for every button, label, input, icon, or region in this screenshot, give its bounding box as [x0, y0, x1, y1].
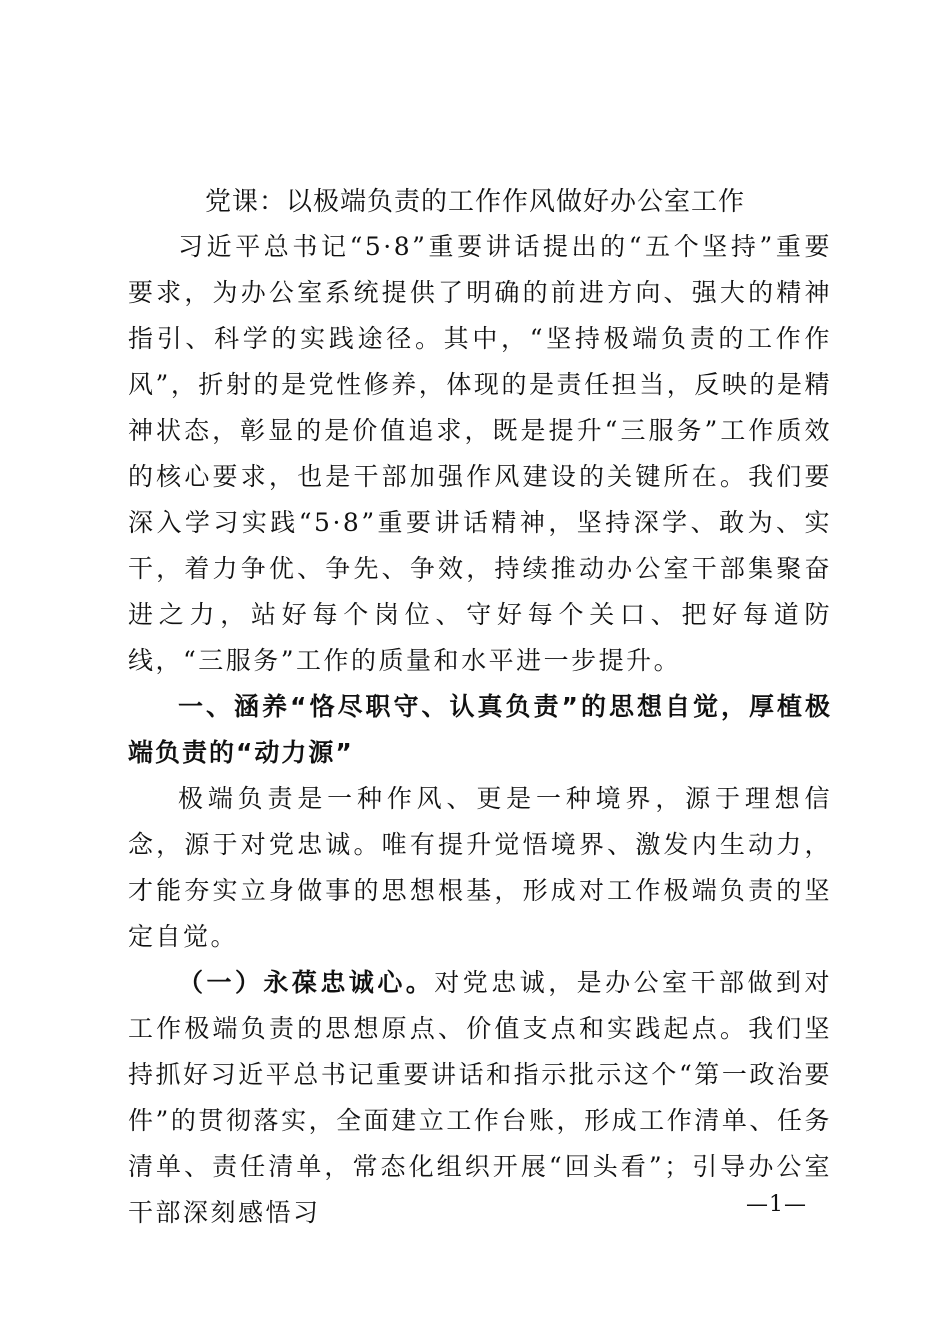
document-title: 党课：以极端负责的工作作风做好办公室工作 — [204, 187, 745, 217]
intro-paragraph: 习近平总书记“5·8”重要讲话提出的“五个坚持”重要要求，为办公室系统提供了明确的前进方向、强大的精神指引、科学的实践途径。其中，“坚持极端负责的工作作风”，折射的是党性修养，体现的是责任担当，反映的是精神状态，彰显的是价值追求，既是提升“三服务”工作质效的核心要求，也是干部加强作风建设的关键所在。我们要深入学习实践“5·8”重要讲话精神，坚持深学、敢为、实干，着力争优、争先、争效，持续推动办公室干部集聚奋进之力，站好每个岗位、守好每个关口、把好每道防线，“三服务”工作的质量和水平进一步提升。 — [128, 232, 832, 675]
subsection-1-paragraph — [128, 960, 832, 1236]
document-body — [128, 224, 832, 1236]
section-1-heading: 一、涵养“恪尽职守、认真负责”的思想自觉，厚植极端负责的“动力源” — [128, 692, 832, 767]
section-1-paragraph: 极端负责是一种作风、更是一种境界，源于理想信念，源于对党忠诚。唯有提升觉悟境界、激发内生动力，才能夯实立身做事的思想根基，形成对工作极端负责的坚定自觉。 — [128, 784, 832, 951]
subsection-1-heading: （一）永葆忠诚心。 — [178, 968, 435, 997]
page-number: —1— — [746, 1192, 807, 1217]
subsection-1-text: 对党忠诚，是办公室干部做到对工作极端负责的思想原点、价值支点和实践起点。我们坚持抓好习近平总书记重要讲话和指示批示这个“第一政治要件”的贯彻落实，全面建立工作台账，形成工作清单、任务清单、责任清单，常态化组织开展“回头看”；引导办公室干部深刻感悟习 — [128, 968, 832, 1227]
